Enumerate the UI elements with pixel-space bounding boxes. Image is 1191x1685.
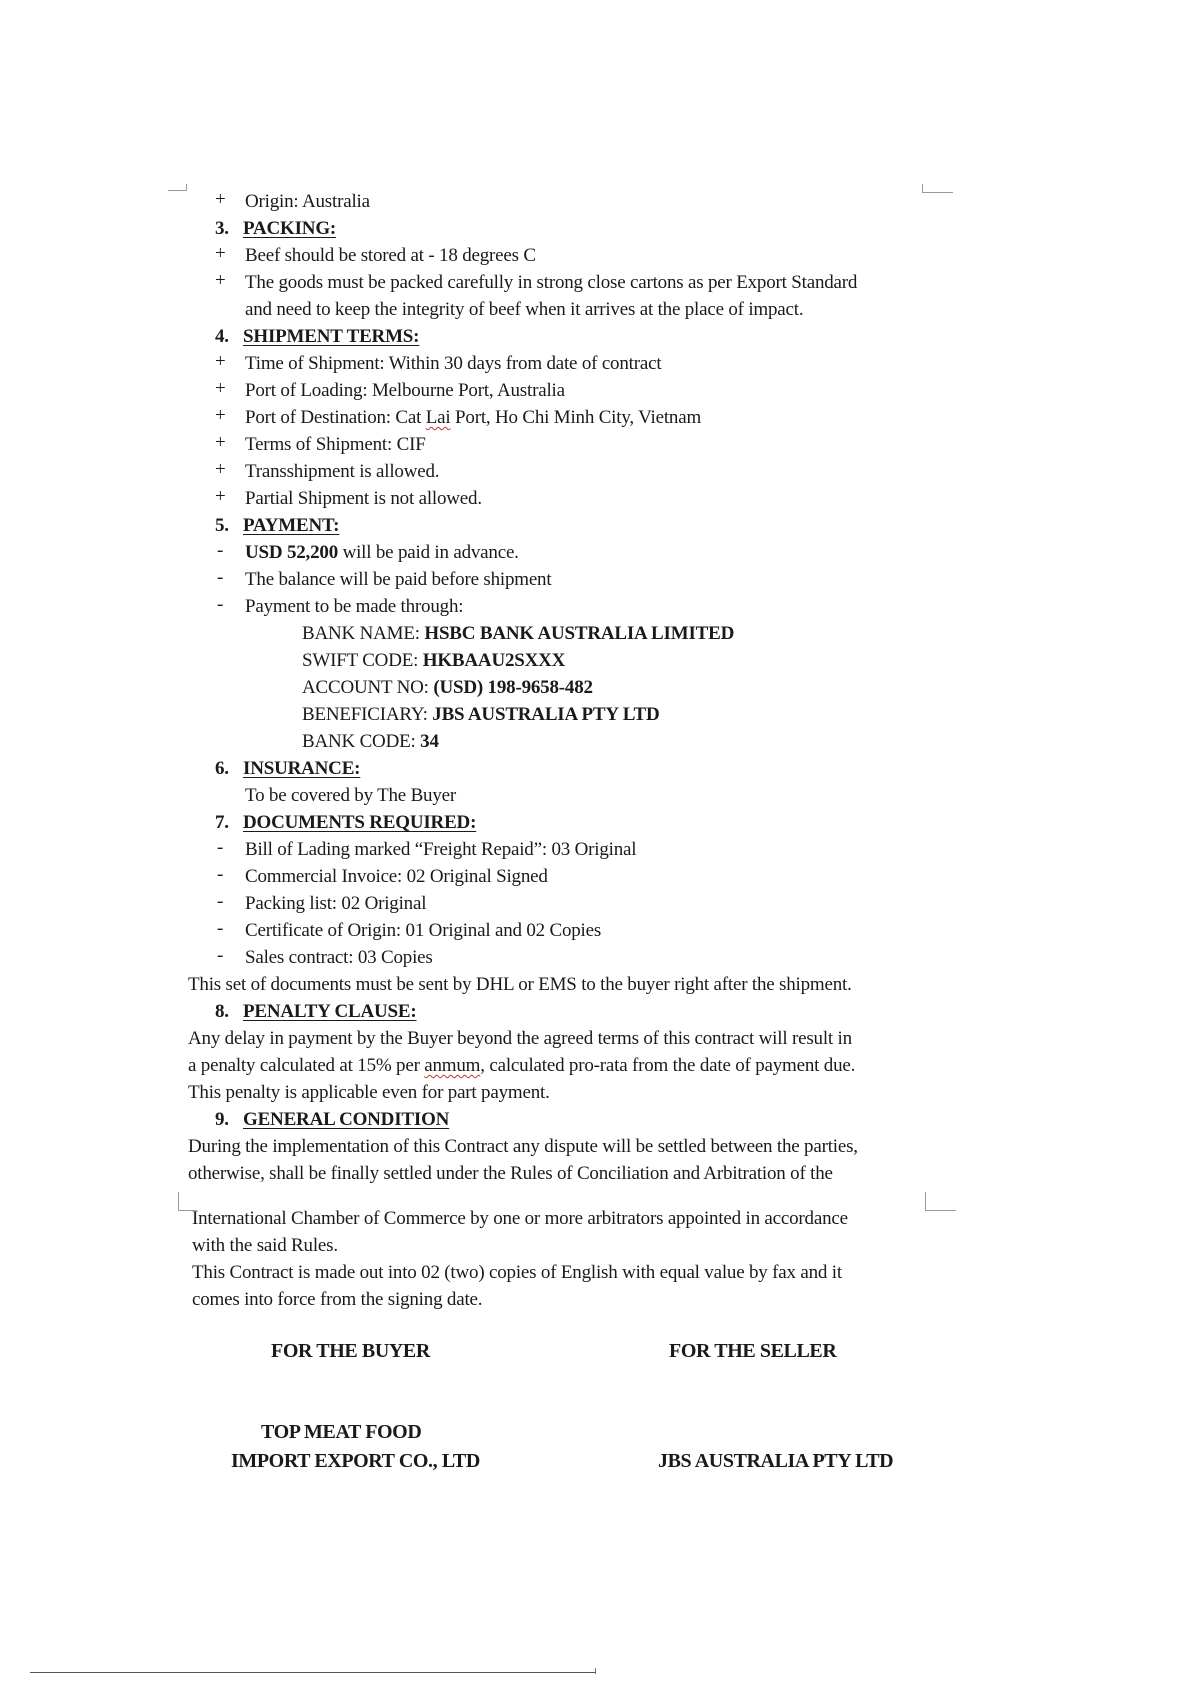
packing-item: The goods must be packed carefully in strong close cartons as per Export Standard [245,272,858,293]
bullet-marker: + [215,378,226,399]
bullet-marker: + [215,405,226,426]
bullet-marker: + [215,351,226,372]
section-heading-shipment: 4. SHIPMENT TERMS: [215,326,420,347]
insurance-text: To be covered by The Buyer [245,785,457,806]
document-item: Commercial Invoice: 02 Original Signed [245,866,548,887]
dash-marker: - [217,594,224,615]
bullet-marker: + [215,432,226,453]
bullet-marker: + [215,459,226,480]
document-item: Sales contract: 03 Copies [245,947,433,968]
account-number-line: ACCOUNT NO: (USD) 198-9658-482 [302,677,593,698]
section-heading-packing: 3. PACKING: [215,218,337,239]
section-heading-documents: 7. DOCUMENTS REQUIRED: [215,812,477,833]
buyer-company-line-1: TOP MEAT FOOD [261,1421,422,1443]
dash-marker: - [217,864,224,885]
margin-mark-top-right [922,184,953,193]
beneficiary-line: BENEFICIARY: JBS AUSTRALIA PTY LTD [302,704,660,725]
dash-marker: - [217,945,224,966]
dash-marker: - [217,918,224,939]
buyer-label: FOR THE BUYER [271,1340,430,1362]
section-heading-penalty: 8. PENALTY CLAUSE: [215,1001,417,1022]
seller-company: JBS AUSTRALIA PTY LTD [658,1450,894,1472]
bullet-marker: + [215,486,226,507]
bullet-marker: + [215,189,226,210]
section-heading-payment: 5. PAYMENT: [215,515,340,536]
document-item: Certificate of Origin: 01 Original and 02 Copies [245,920,602,941]
penalty-line: Any delay in payment by the Buyer beyond the agreed terms of this contract will result in [188,1028,852,1049]
shipment-loading-port: Port of Loading: Melbourne Port, Australia [245,380,565,401]
section-heading-insurance: 6. INSURANCE: [215,758,361,779]
dash-marker: - [217,837,224,858]
shipment-transshipment: Transshipment is allowed. [245,461,440,482]
section-heading-general: 9. GENERAL CONDITION [215,1109,450,1130]
general-line: otherwise, shall be finally settled under the Rules of Conciliation and Arbitration of the [188,1163,833,1184]
penalty-line: This penalty is applicable even for part payment. [188,1082,550,1103]
penalty-line: a penalty calculated at 15% per anmum, calculated pro-rata from the date of payment due. [188,1055,856,1076]
bank-name-line: BANK NAME: HSBC BANK AUSTRALIA LIMITED [302,623,735,644]
payment-advance: USD 52,200 will be paid in advance. [245,542,519,563]
bullet-marker: + [215,270,226,291]
seller-label: FOR THE SELLER [669,1340,837,1362]
spellcheck-word: anmum [424,1055,481,1076]
origin-line: Origin: Australia [245,191,370,212]
dash-marker: - [217,891,224,912]
bullet-marker: + [215,243,226,264]
shipment-terms: Terms of Shipment: CIF [245,434,426,455]
payment-balance: The balance will be paid before shipment [245,569,552,590]
general-line: with the said Rules. [192,1235,338,1256]
shipment-time: Time of Shipment: Within 30 days from date of contract [245,353,662,374]
payment-through: Payment to be made through: [245,596,464,617]
dash-marker: - [217,540,224,561]
document-item: Packing list: 02 Original [245,893,427,914]
general-line: This Contract is made out into 02 (two) copies of English with equal value by fax and it [192,1262,842,1283]
buyer-company-line-2: IMPORT EXPORT CO., LTD [231,1450,480,1472]
packing-item-continued: and need to keep the integrity of beef when it arrives at the place of impact. [245,299,804,320]
bank-code-line: BANK CODE: 34 [302,731,439,752]
footnote-tick [595,1668,596,1674]
dash-marker: - [217,567,224,588]
shipment-destination-port: Port of Destination: Cat Lai Port, Ho Chi Minh City, Vietnam [245,407,702,428]
general-line: During the implementation of this Contract any dispute will be settled between the parties, [188,1136,858,1157]
general-line: International Chamber of Commerce by one or more arbitrators appointed in accordance [192,1208,848,1229]
swift-code-line: SWIFT CODE: HKBAAU2SXXX [302,650,566,671]
packing-item: Beef should be stored at - 18 degrees C [245,245,536,266]
shipment-partial: Partial Shipment is not allowed. [245,488,482,509]
spellcheck-word: Lai [425,407,451,428]
margin-mark-mid-right [925,1192,956,1211]
general-line: comes into force from the signing date. [192,1289,483,1310]
margin-mark-top-left [168,184,187,191]
documents-note: This set of documents must be sent by DHL or EMS to the buyer right after the shipment. [188,974,852,995]
footnote-separator [30,1672,595,1673]
document-item: Bill of Lading marked “Freight Repaid”: 03 Original [245,839,637,860]
